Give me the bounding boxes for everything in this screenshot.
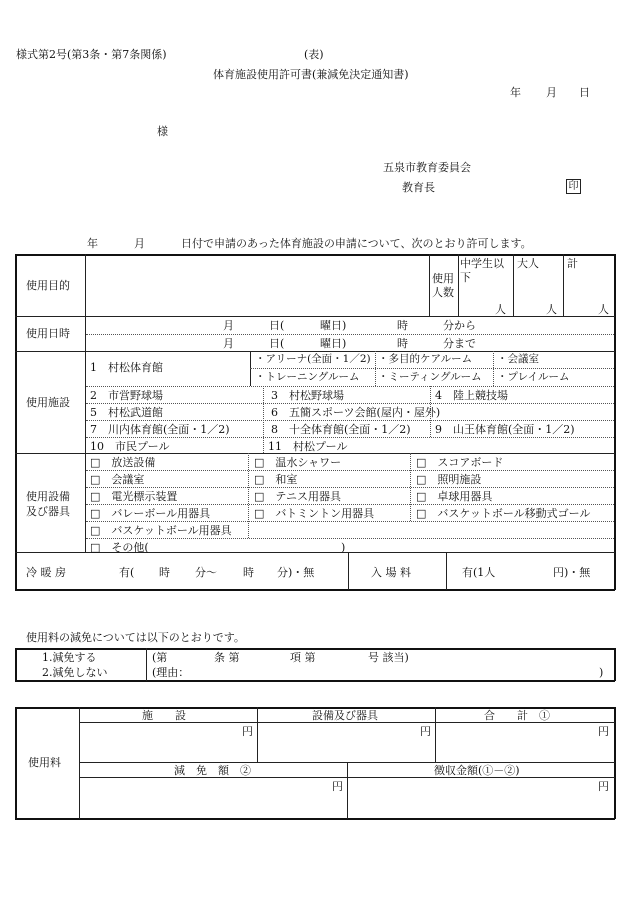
facility-11: 11 村松プール	[268, 440, 348, 453]
fee-reduction-header: 減 免 額 ②	[174, 764, 251, 777]
students-label-2: 下	[460, 271, 471, 284]
cell-divider	[429, 254, 430, 317]
reduce-yes-option[interactable]: 1.減免する	[42, 651, 97, 664]
dotted-divider	[86, 487, 614, 488]
date-year: 年	[510, 86, 521, 99]
from-min: 分から	[443, 319, 476, 332]
cell-divider	[458, 254, 459, 317]
facility-3: 3 村松野球場	[271, 389, 344, 402]
facility-1-training-room: ・トレーニングルーム	[255, 371, 360, 383]
to-day: 日(	[269, 337, 285, 350]
issuer-chief: 教育長	[402, 181, 435, 194]
clause-article-prefix: (第	[152, 651, 168, 664]
from-dow: 曜日)	[320, 319, 347, 332]
equip-other-close: )	[341, 541, 346, 554]
from-hour: 時	[397, 319, 408, 332]
dotted-divider	[86, 437, 614, 438]
admission-label: 入 場 料	[371, 566, 411, 579]
datetime-label: 使用日時	[26, 327, 70, 340]
reason-label: (理由：	[152, 666, 190, 679]
facilities-label: 使用施設	[26, 396, 70, 409]
admission-yes: 有(1人	[462, 566, 496, 579]
equipment-label-1: 使用設備	[26, 490, 70, 503]
dotted-divider	[375, 351, 376, 386]
row-sep	[15, 453, 615, 454]
page-title: 体育施設使用許可書(兼減免決定通知書)	[213, 68, 409, 81]
dotted-divider	[86, 538, 614, 539]
fee-reduction-yen: 円	[332, 780, 343, 793]
table-bottom-border	[15, 589, 615, 591]
total-people-label: 計	[567, 257, 578, 270]
form-number: 様式第2号(第3条・第7条関係)	[16, 48, 167, 61]
aircon-from-hour: 時	[159, 566, 170, 579]
seal-mark: 印	[566, 179, 581, 194]
aircon-to-hour: 時	[243, 566, 254, 579]
equip-meeting-room-checkbox[interactable]: □ 会議室	[90, 473, 145, 486]
to-hour: 時	[397, 337, 408, 350]
adults-label: 大人	[517, 257, 539, 270]
from-day: 日(	[269, 319, 285, 332]
fee-border	[15, 818, 615, 820]
students-label: 中学生以	[460, 257, 504, 270]
issuer-org: 五泉市教育委員会	[383, 161, 471, 174]
dotted-divider	[86, 386, 614, 387]
facility-1-play-room: ・プレイルーム	[497, 371, 570, 383]
people-label-top: 使用	[432, 272, 454, 285]
equip-scoreboard-electric-checkbox[interactable]: □ 電光標示装置	[90, 490, 178, 503]
facility-8: 8 十全体育館(全面・1／2)	[271, 423, 411, 436]
clause-paragraph: 項 第	[290, 651, 316, 664]
facility-9: 9 山王体育館(全面・1／2)	[435, 423, 575, 436]
intro-year: 年	[87, 237, 98, 250]
dotted-divider	[86, 521, 614, 522]
fee-total-header: 合 計 ①	[484, 709, 550, 722]
dotted-divider	[410, 453, 411, 521]
cell-divider	[348, 552, 349, 590]
cell-divider	[446, 552, 447, 590]
facility-4: 4 陸上競技場	[435, 389, 508, 402]
clause-item: 号 該当)	[368, 651, 409, 664]
facility-2: 2 市営野球場	[90, 389, 163, 402]
fee-border	[15, 707, 17, 819]
clause-article: 条 第	[214, 651, 240, 664]
equip-lighting-checkbox[interactable]: □ 照明施設	[416, 473, 482, 486]
box-border	[15, 680, 615, 682]
cell-divider	[435, 707, 436, 763]
purpose-label: 使用目的	[26, 279, 70, 292]
box-border	[15, 648, 17, 681]
admission-none: 円)・無	[553, 566, 591, 579]
to-dow: 曜日)	[320, 337, 347, 350]
equip-basketball-checkbox[interactable]: □ バスケットボール用器具	[90, 524, 232, 537]
facility-10: 10 市民プール	[90, 440, 170, 453]
dotted-divider	[86, 470, 614, 471]
fee-border	[614, 707, 616, 819]
table-top-border	[15, 254, 615, 256]
fee-collect-yen: 円	[598, 780, 609, 793]
dotted-divider	[86, 504, 614, 505]
equip-broadcast-checkbox[interactable]: □ 放送設備	[90, 456, 156, 469]
fee-facility-header: 施 設	[142, 709, 186, 722]
dotted-divider	[250, 368, 614, 369]
date-month: 月	[546, 86, 557, 99]
facility-1-arena: ・アリーナ(全面・1／2)	[255, 353, 371, 365]
cell-divider	[146, 648, 147, 681]
table-right-border	[614, 254, 616, 590]
equip-japanese-room-checkbox[interactable]: □ 和室	[254, 473, 298, 486]
dotted-divider	[86, 334, 614, 335]
fee-facility-yen: 円	[242, 725, 253, 738]
fee-equipment-header: 設備及び器具	[312, 709, 378, 722]
equip-shower-checkbox[interactable]: □ 温水シャワー	[254, 456, 342, 469]
equip-tennis-checkbox[interactable]: □ テニス用器具	[254, 490, 341, 503]
box-border	[614, 648, 616, 681]
facility-1-meeting-hall: ・会議室	[497, 353, 539, 365]
equip-scoreboard-checkbox[interactable]: □ スコアボード	[416, 456, 504, 469]
reduction-heading: 使用料の減免については以下のとおりです。	[26, 631, 245, 644]
equip-other-checkbox[interactable]: □ その他(	[90, 541, 149, 554]
cell-divider	[513, 254, 514, 317]
to-month: 月	[223, 337, 234, 350]
intro-text: 日付で申請のあった体育施設の申請について、次のとおり許可します。	[181, 237, 532, 250]
side-marker: (表)	[304, 48, 324, 61]
reason-close: )	[599, 666, 604, 679]
facility-6: 6 五簡スポーツ会館(屋内・屋外)	[271, 406, 441, 419]
dotted-divider	[86, 403, 614, 404]
to-min: 分まで	[443, 337, 476, 350]
aircon-to-min: 分)・無	[277, 566, 315, 579]
facility-1: 1 村松体育館	[90, 361, 163, 374]
equip-volleyball-checkbox[interactable]: □ バレーボール用器具	[90, 507, 211, 520]
equipment-label-2: 及び器具	[26, 505, 70, 518]
cell-divider	[563, 254, 564, 317]
dotted-divider	[248, 453, 249, 538]
row-sep	[15, 316, 615, 317]
facility-7: 7 川内体育館(全面・1／2)	[90, 423, 230, 436]
fee-collect-header: 徴収金額(①－②)	[434, 764, 520, 777]
reduce-no-option[interactable]: 2.減免しない	[42, 666, 108, 679]
aircon-yes: 有(	[119, 566, 135, 579]
dotted-divider	[493, 351, 494, 386]
aircon-from-min: 分〜	[195, 566, 217, 579]
fee-total-yen: 円	[598, 725, 609, 738]
row-sep	[79, 722, 615, 723]
cell-divider	[79, 707, 80, 819]
fee-equipment-yen: 円	[420, 725, 431, 738]
facility-5: 5 村松武道館	[90, 406, 163, 419]
intro-month: 月	[134, 237, 145, 250]
cell-divider	[257, 707, 258, 763]
date-day: 日	[579, 86, 590, 99]
students-unit: 人	[495, 303, 506, 316]
facility-1-meeting-room: ・ミーティングルーム	[378, 371, 482, 383]
fee-label: 使用料	[28, 756, 61, 769]
table-left-border	[15, 254, 17, 590]
facility-1-multi-room: ・多目的ケアルーム	[378, 353, 473, 365]
aircon-label: 冷 暖 房	[26, 566, 66, 579]
equip-table-tennis-checkbox[interactable]: □ 卓球用器具	[416, 490, 493, 503]
people-label-bottom: 人数	[432, 286, 454, 299]
total-unit: 人	[598, 303, 609, 316]
addressee-suffix: 様	[157, 125, 168, 138]
from-month: 月	[223, 319, 234, 332]
dotted-divider	[86, 420, 614, 421]
equip-badminton-checkbox[interactable]: □ バトミントン用器具	[254, 507, 375, 520]
adults-unit: 人	[546, 303, 557, 316]
box-border	[15, 648, 615, 650]
dotted-divider	[263, 386, 264, 453]
row-sep	[15, 351, 615, 352]
cell-divider	[347, 762, 348, 819]
equip-basketball-goal-checkbox[interactable]: □ バスケットボール移動式ゴール	[416, 507, 591, 520]
